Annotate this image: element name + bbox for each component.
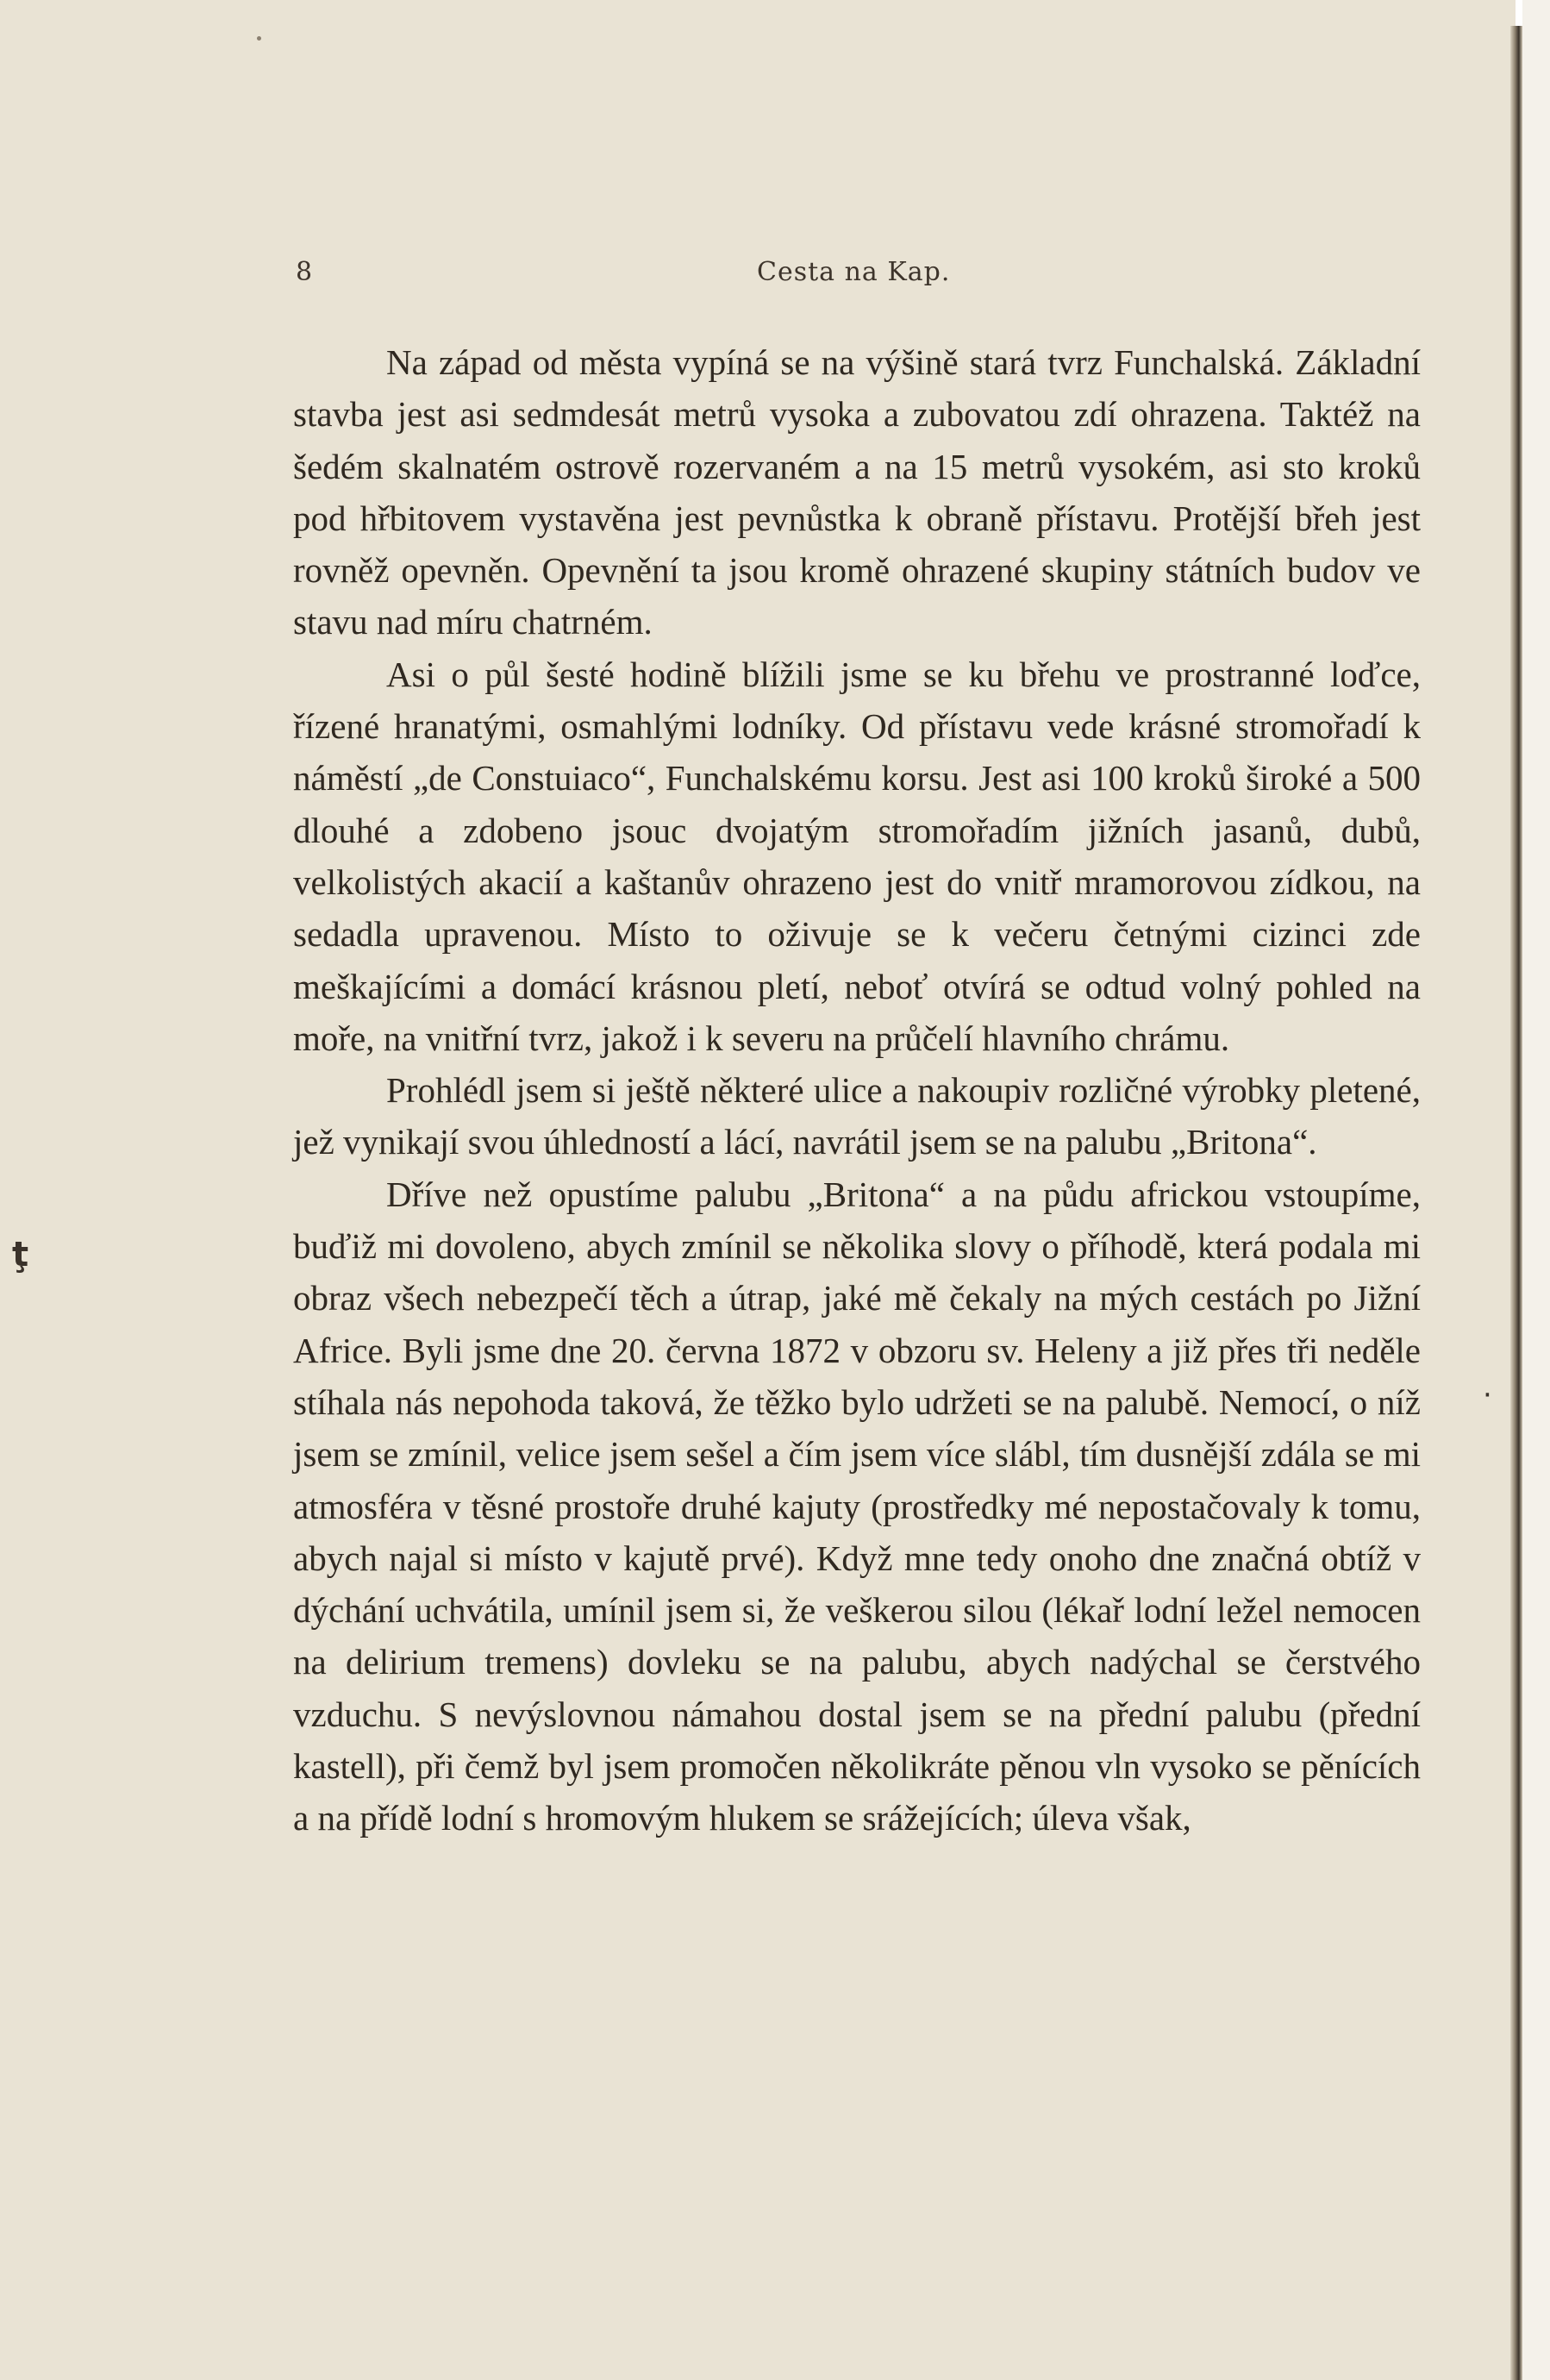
page-edge-shadow: [1510, 26, 1522, 2380]
paragraph-2: Asi o půl šesté hodině blížili jsme se ku břehu ve prostranné loďce, řízené hranatými, osmahlými lodníky. Od přístavu vede krásné stromořadí k náměstí „de Constuiaco“, Funchalskému korsu. Jest asi 100 kroků široké a 500 dlouhé a zdobeno jsouc dvojatým stromořadím jižních jasanů, dubů, velkolistých akacií a kaštanův ohrazeno jest do vnitř mramorovou zídkou, na sedadla upravenou. Místo to oživuje se k večeru četnými cizinci zde meškajícími a domácí krásnou pletí, neboť otvírá se odtud volný pohled na moře, na vnitřní tvrz, jakož i k severu na průčelí hlavního chrámu.: [293, 654, 1421, 1058]
paragraph-1: Na západ od města vypíná se na výšině stará tvrz Funchalská. Základní stavba jest asi sedmdesát metrů vysoka a zubovatou zdí ohrazena. Taktéž na šedém skalnatém ostrově rozervaném a na 15 metrů vysokém, asi sto kroků pod hřbitovem vystavěna jest pevnůstka k obraně přístavu. Protější břeh jest rovněž opevněn. Opevnění ta jsou kromě ohrazené skupiny státních budov ve stavu nad míru chatrném.: [293, 342, 1421, 642]
running-header: [0, 257, 1516, 295]
right-margin-mark: ·: [1483, 1378, 1492, 1412]
paper-speck: [257, 36, 261, 41]
left-margin-mark: ţ: [12, 1235, 29, 1275]
scan-border: [1522, 0, 1550, 2380]
header-title: Cesta na Kap.: [757, 257, 951, 287]
paragraph-3: Prohlédl jsem si ještě některé ulice a nakoupiv rozličné výrobky pletené, jež vynikají svou úhledností a lácí, navrátil jsem se na palubu „Britona“.: [293, 1070, 1421, 1162]
body-text: [293, 336, 1421, 1845]
paragraph-4: Dříve než opustíme palubu „Britona“ a na půdu africkou vstoupíme, buďiž mi dovoleno, abych zmínil se několika slovy o příhodě, která podala mi obraz všech nebezpečí těch a útrap, jaké mě čekaly na mých cestách po Jižní Africe. Byli jsme dne 20. června 1872 v obzoru sv. Heleny a již přes tři neděle stíhala nás nepohoda taková, že těžko bylo udržeti se na palubě. Nemocí, o níž jsem se zmínil, velice jsem sešel a čím jsem více slábl, tím dusnější zdála se mi atmosféra v těsné prostoře druhé kajuty (prostředky mé nepostačovaly k tomu, abych najal si místo v kajutě prvé). Když mne tedy onoho dne značná obtíž v dýchání uchvátila, umínil jsem si, že veškerou silou (lékař lodní ležel nemocen na delirium tremens) dovleku se na palubu, abych nadýchal se čerstvého vzduchu. S nevýslovnou námahou dostal jsem se na přední palubu (přední kastell), při čemž byl jsem promočen několikráte pěnou vln vysoko se pěnících a na přídě lodní s hromovým hlukem se srážejících; úleva však,: [293, 1174, 1421, 1838]
page-number: 8: [296, 257, 313, 287]
